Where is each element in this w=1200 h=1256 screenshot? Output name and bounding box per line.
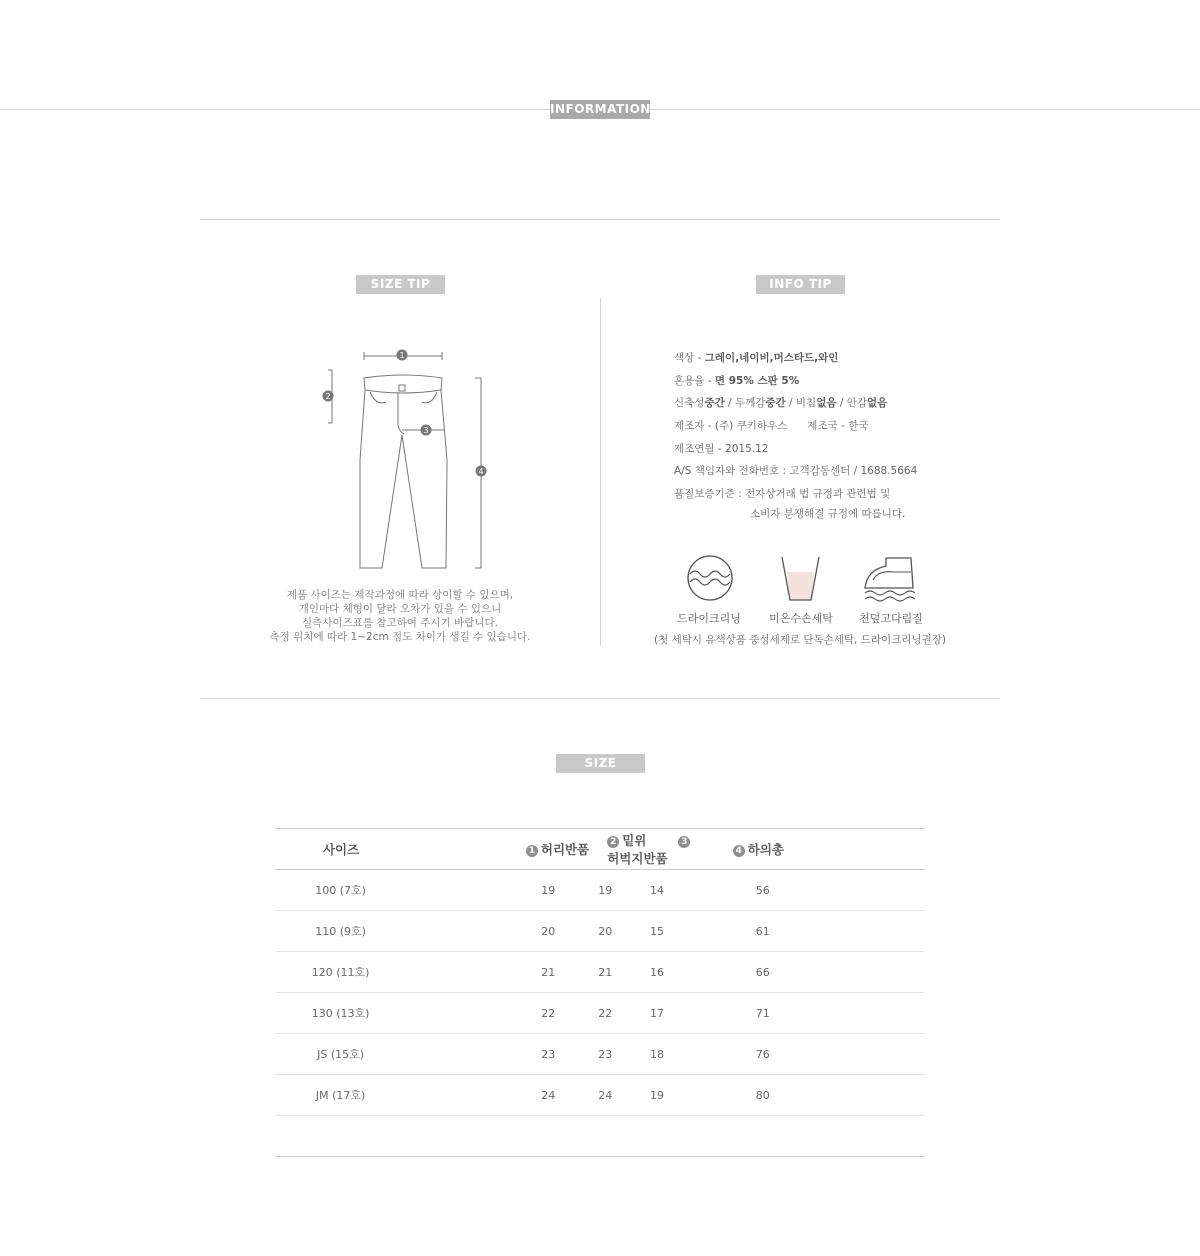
table-cell: JM (17호) bbox=[275, 1075, 406, 1116]
table-row bbox=[275, 993, 925, 1034]
table-row bbox=[275, 952, 925, 993]
table-cell: 66 bbox=[701, 952, 925, 993]
header-length-label: 하의총 bbox=[747, 842, 784, 857]
blend-label: 혼용율 - bbox=[674, 375, 715, 387]
date-line: 제조연월 - 2015.12 bbox=[674, 443, 769, 455]
header-num-2: 2 bbox=[607, 836, 619, 848]
center-divider bbox=[600, 298, 601, 645]
table-cell: 21 bbox=[597, 952, 613, 993]
size-tag: SIZE bbox=[556, 754, 645, 773]
table-cell: 100 (7호) bbox=[275, 870, 406, 911]
iron-with-cloth-icon bbox=[861, 556, 919, 606]
header-thigh-label: 허벅지반품 bbox=[607, 851, 668, 866]
section-divider-top bbox=[200, 219, 1000, 220]
pants-diagram bbox=[310, 340, 500, 580]
table-empty-row bbox=[275, 1116, 925, 1157]
table-cell: 15 bbox=[613, 911, 701, 952]
table-cell: 19 bbox=[613, 1075, 701, 1116]
header-waist bbox=[406, 829, 597, 870]
table-cell: 23 bbox=[406, 1034, 597, 1075]
size-note-line: 측정 위치에 따라 1~2cm 정도 차이가 생길 수 있습니다. bbox=[269, 631, 531, 643]
table-cell: 20 bbox=[597, 911, 613, 952]
table-cell: 19 bbox=[597, 870, 613, 911]
table-cell: 22 bbox=[597, 993, 613, 1034]
see-through-value: 없음 bbox=[816, 397, 837, 409]
table-cell: 20 bbox=[406, 911, 597, 952]
maker-text: 제조자 - (주) 쿠키하우스 bbox=[674, 420, 788, 432]
header-size bbox=[275, 829, 406, 870]
header-rise bbox=[597, 829, 701, 870]
marker-4-label: 4 bbox=[478, 467, 484, 476]
care-note: (첫 세탁시 유색상품 중성세제로 단독손세탁, 드라이크리닝권장) bbox=[654, 634, 946, 646]
section-divider-bottom bbox=[200, 698, 1000, 699]
table-row bbox=[275, 870, 925, 911]
care-label-dry-clean: 드라이크리닝 bbox=[677, 612, 741, 625]
table-cell: 14 bbox=[613, 870, 701, 911]
stretch-label: 신축성 bbox=[674, 397, 705, 409]
thickness-label: / 두께감 bbox=[724, 397, 766, 409]
table-cell: 24 bbox=[597, 1075, 613, 1116]
size-tip-tag: SIZE TIP bbox=[356, 275, 445, 294]
size-note-line: 실측사이즈표를 참고하여 주시기 바랍니다. bbox=[302, 617, 498, 629]
information-tag: INFORMATION bbox=[550, 100, 650, 119]
header-rise-label: 밑위 bbox=[622, 833, 647, 848]
table-cell: 56 bbox=[701, 870, 925, 911]
empty-cell bbox=[701, 1116, 925, 1157]
table-row bbox=[275, 1075, 925, 1116]
table-row bbox=[275, 1034, 925, 1075]
table-cell: JS (15호) bbox=[275, 1034, 406, 1075]
marker-3-label: 3 bbox=[423, 426, 429, 435]
quality-line-1: 품질보증기준 : 전자상거래 법 규정과 관련법 및 bbox=[674, 488, 891, 500]
quality-line-2: 소비자 분쟁해결 규정에 따릅니다. bbox=[750, 508, 906, 520]
header-num-4: 4 bbox=[733, 845, 745, 857]
maker-line bbox=[674, 418, 868, 433]
header-size-label: 사이즈 bbox=[322, 842, 360, 857]
table-cell: 22 bbox=[406, 993, 597, 1034]
table-cell: 23 bbox=[597, 1034, 613, 1075]
header-length bbox=[701, 829, 925, 870]
fit-line bbox=[674, 395, 887, 410]
header-num-1: 1 bbox=[526, 845, 538, 857]
header-num-3: 3 bbox=[678, 836, 690, 848]
care-label-hand-wash: 미온수손세탁 bbox=[769, 612, 833, 625]
lining-label: / 안감 bbox=[836, 397, 867, 409]
table-cell: 61 bbox=[701, 911, 925, 952]
table-cell: 76 bbox=[701, 1034, 925, 1075]
table-cell: 18 bbox=[613, 1034, 701, 1075]
marker-2-label: 2 bbox=[325, 392, 331, 401]
size-table bbox=[275, 828, 925, 1157]
empty-cell bbox=[597, 1116, 613, 1157]
dry-clean-icon bbox=[686, 554, 736, 604]
care-label-iron: 천덮고다림질 bbox=[859, 612, 923, 625]
stretch-value: 중간 bbox=[704, 397, 725, 409]
color-value: 그레이,네이비,머스타드,와인 bbox=[704, 352, 839, 364]
table-cell: 120 (11호) bbox=[275, 952, 406, 993]
table-cell: 80 bbox=[701, 1075, 925, 1116]
table-cell: 19 bbox=[406, 870, 597, 911]
empty-cell bbox=[406, 1116, 597, 1157]
color-label: 색상 - bbox=[674, 352, 705, 364]
table-cell: 130 (13호) bbox=[275, 993, 406, 1034]
empty-cell bbox=[613, 1116, 701, 1157]
size-note-line: 개인마다 체형이 달라 오차가 있을 수 있으니 bbox=[298, 603, 502, 615]
see-through-label: / 비침 bbox=[785, 397, 817, 409]
size-table-header bbox=[275, 829, 925, 870]
table-cell: 71 bbox=[701, 993, 925, 1034]
size-tip-note bbox=[225, 588, 575, 644]
color-line bbox=[674, 350, 838, 365]
header-waist-label: 허리반품 bbox=[540, 842, 590, 857]
table-row bbox=[275, 911, 925, 952]
lining-value: 없음 bbox=[866, 397, 888, 409]
info-tip-tag: INFO TIP bbox=[756, 275, 845, 294]
table-cell: 17 bbox=[613, 993, 701, 1034]
empty-cell bbox=[275, 1116, 406, 1157]
marker-1-label: 1 bbox=[399, 351, 405, 360]
table-cell: 110 (9호) bbox=[275, 911, 406, 952]
size-note-line: 제품 사이즈는 제작과정에 따라 상이할 수 있으며, bbox=[286, 589, 514, 601]
table-cell: 21 bbox=[406, 952, 597, 993]
lukewarm-hand-wash-icon bbox=[778, 554, 824, 604]
blend-line bbox=[674, 373, 799, 388]
blend-value: 면 95% 스판 5% bbox=[714, 375, 800, 387]
thickness-value: 중간 bbox=[765, 397, 786, 409]
as-line: A/S 책임자와 전화번호 : 고객감동센터 / 1688.5664 bbox=[674, 465, 918, 477]
country-text: 제조국 - 한국 bbox=[807, 420, 869, 432]
table-cell: 24 bbox=[406, 1075, 597, 1116]
table-cell: 16 bbox=[613, 952, 701, 993]
